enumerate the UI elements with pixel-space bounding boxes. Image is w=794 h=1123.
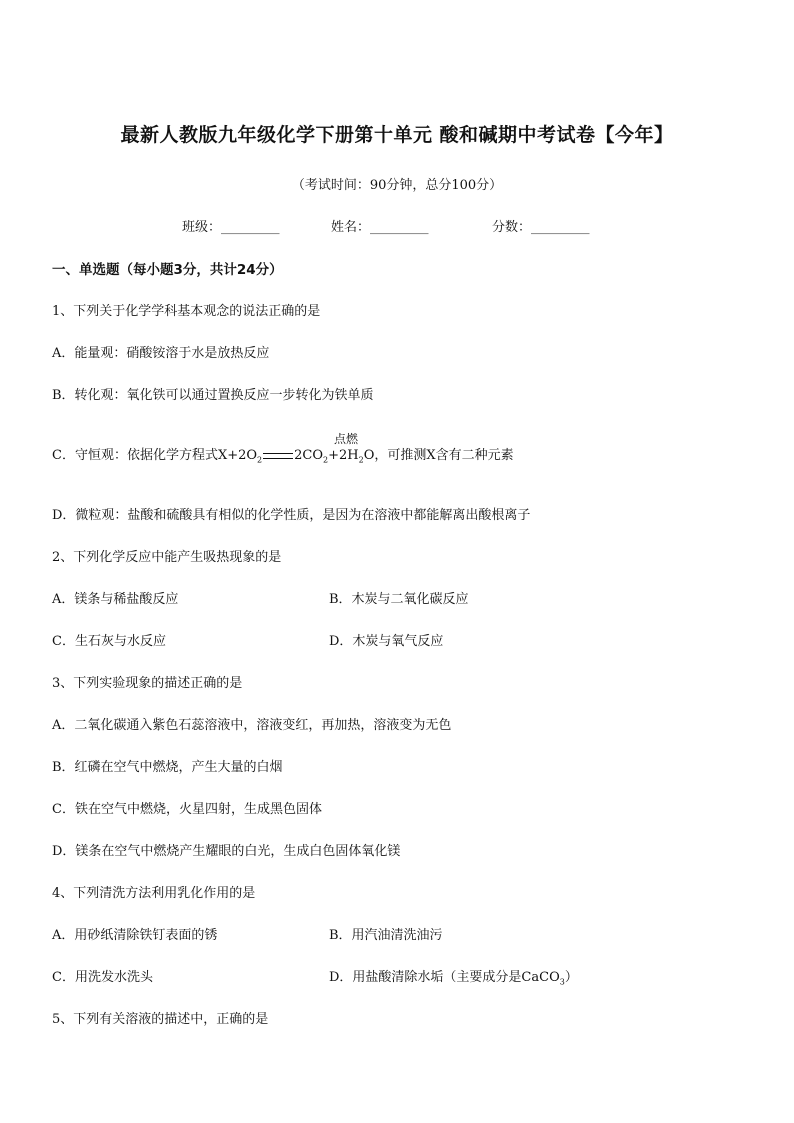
chemical-equation: C．守恒观：依据化学方程式$X+2O_2$ $2CO_2+2H_2O$，可推测X含有二种元素 点燃 xyxy=(52,432,514,465)
question-1-option-c xyxy=(52,432,514,465)
exam-time-note: （考试时间：90分钟，总分100分） xyxy=(291,178,503,193)
score-field: 分数：_________ xyxy=(492,220,590,235)
question-3-option-b: B．红磷在空气中燃烧，产生大量的白烟 xyxy=(52,760,283,775)
class-field: 班级：_________ xyxy=(182,220,280,235)
question-4-option-d: D．用盐酸清除水垢（主要成分是CaCO$_3$） xyxy=(329,970,578,987)
question-2-option-a: A．镁条与稀盐酸反应 xyxy=(52,592,179,607)
question-3-option-a: A．二氧化碳通入紫色石蕊溶液中，溶液变红，再加热，溶液变为无色 xyxy=(52,718,452,733)
question-4-option-a: A．用砂纸清除铁钉表面的锈 xyxy=(52,928,218,943)
question-5-stem: 5、下列有关溶液的描述中，正确的是 xyxy=(52,1012,269,1027)
question-3-stem: 3、下列实验现象的描述正确的是 xyxy=(52,676,243,691)
question-1-stem: 1、下列关于化学学科基本观念的说法正确的是 xyxy=(52,304,321,319)
question-4-option-b: B．用汽油清洗油污 xyxy=(329,928,443,943)
question-2-stem: 2、下列化学反应中能产生吸热现象的是 xyxy=(52,550,282,565)
question-3-option-d: D．镁条在空气中燃烧产生耀眼的白光，生成白色固体氧化镁 xyxy=(52,844,401,859)
equals-sign xyxy=(263,453,293,459)
reaction-condition: 点燃 xyxy=(334,432,359,446)
question-2-option-b: B．木炭与二氧化碳反应 xyxy=(329,592,469,607)
question-2-option-d: D．木炭与氧气反应 xyxy=(329,634,444,649)
question-1-option-b: B．转化观：氧化铁可以通过置换反应一步转化为铁单质 xyxy=(52,388,374,403)
name-field: 姓名：_________ xyxy=(331,220,429,235)
question-1-option-a: A．能量观：硝酸铵溶于水是放热反应 xyxy=(52,346,270,361)
exam-title: 最新人教版九年级化学下册第十单元 酸和碱期中考试卷【今年】 xyxy=(120,124,674,146)
question-4-option-c: C．用洗发水洗头 xyxy=(52,970,153,985)
question-4-stem: 4、下列清洗方法利用乳化作用的是 xyxy=(52,886,256,901)
question-2-option-c: C．生石灰与水反应 xyxy=(52,634,166,649)
question-3-option-c: C．铁在空气中燃烧，火星四射，生成黑色固体 xyxy=(52,802,322,817)
question-1-option-d: D．微粒观：盐酸和硫酸具有相似的化学性质，是因为在溶液中都能解离出酸根离子 xyxy=(52,508,531,523)
section-heading: 一、单选题（每小题3分，共计24分） xyxy=(52,262,283,278)
